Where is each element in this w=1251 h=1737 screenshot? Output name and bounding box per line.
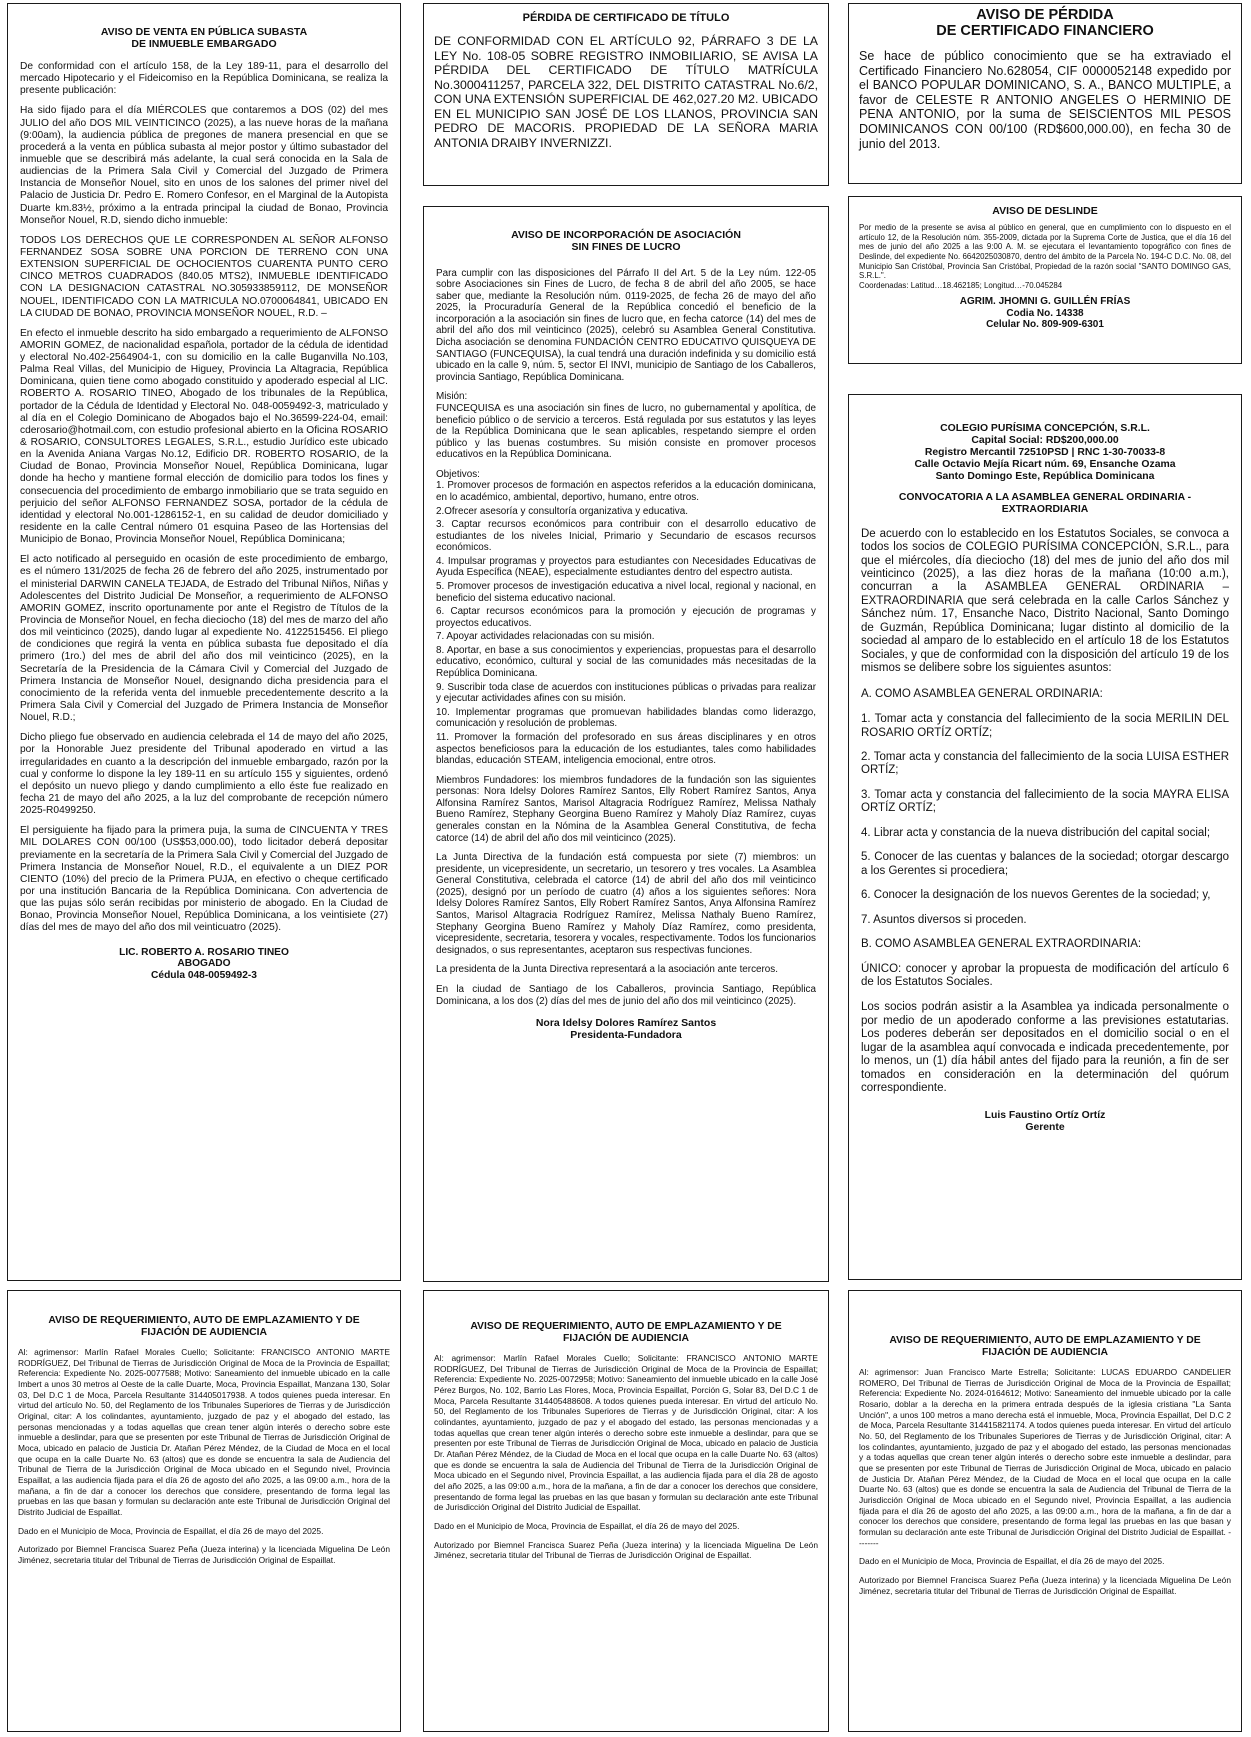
- notice-date: Dado en el Municipio de Moca, Provincia de Espaillat, el día 26 de mayo del 2025.: [859, 1556, 1165, 1567]
- objectives-label: Objetivos:: [436, 468, 480, 480]
- notice-paragraph: El persiguiente ha fijado para la primera puja, la suma de CINCUENTA Y TRES MIL DOLARES CON 00/100 (US$53,000.00), todo licitador deberá depositar previamente en la secretaría de la Primera Sala Civil y Comercial del Juzgado de Primera Instancia de Monseñor Nouel, R.D., el equivalente a un DIEZ POR CIENTO (10%) del precio de la Primera PUJA, en efectivo o cheque certificado por una institución Bancaria de la República Dominicana. Con advertencia de que las pujas sólo serán recibidas por ministerio de abogado. En la Ciudad de Bonao, Provincia Monseñor Nouel, República Dominicana, a los veintisiete (27) días del mes de mayo del año dos mil veinticuatro (2025).: [20, 825, 388, 934]
- notice-auction-sale: [7, 3, 401, 1281]
- notice-title: PÉRDIDA DE CERTIFICADO DE TÍTULO: [522, 12, 730, 24]
- notice-title: AVISO DE DESLINDE: [992, 205, 1098, 217]
- list-item: 4. Impulsar programas y proyectos para estudiantes con Necesidades Educativas de Ayuda Específica (NEAE), especialmente estudiantes dentro del espectro autista.: [436, 555, 816, 579]
- list-item: 6. Captar recursos económicos para la promoción y ejecución de programas y proyectos educativos.: [436, 606, 816, 629]
- notice-land-court-summons: [7, 1290, 401, 1732]
- list-item: 11. Promover la formación del profesorado en sus áreas disciplinares y en otros aspectos beneficiosos para la educación de los estudiantes, tales como habilidades blandas, educación STEAM, inteligencia emocional, entre otros.: [436, 731, 816, 767]
- notice-land-court-summons: [423, 1290, 829, 1732]
- list-item: 1. Tomar acta y constancia del fallecimiento de la socia MERILIN DEL ROSARIO ORTÍZ ORTÍZ;: [861, 713, 1229, 739]
- objectives-list: [436, 480, 816, 766]
- notice-signature: LIC. ROBERTO A. ROSARIO TINEO ABOGADO Cédula 048-0059492-3: [119, 946, 289, 981]
- list-item: 10. Implementar programas que promuevan habilidades blandas como liderazgo, comunicación y resolución de problemas.: [436, 706, 816, 730]
- notice-nonprofit-incorporation: [423, 206, 829, 1282]
- list-item: 2.Ofrecer asesoría y consultoría organizativa y educativa.: [436, 505, 688, 517]
- notice-body: Se hace de público conocimiento que se ha extraviado el Certificado Financiero No.628054, CIF 0000052148 expedido por el BANCO POPULAR DOMINICANO, S. A., BANCO MULTIPLE, a favor de CELESTE R ANTONIO ANGELES O HERMINIO DE PENA ANTONIO, por la suma de SEISCIENTOS MIL PESOS DOMINICANOS CON 00/100 (RD$600,000.00), en fecha 30 de junio del 2013.: [859, 48, 1231, 151]
- notice-lost-title-certificate: [423, 3, 829, 186]
- notice-body: [18, 1347, 390, 1566]
- notice-paragraph: Los socios podrán asistir a la Asamblea ya indicada personalmente o por medio de un apoderado conforme a las previsiones estatutarias. Los poderes deberán ser depositados en el domicilio social o en el lugar de la asamblea aquí convocada e indicada precedentemente, por lo menos, un (1) día hábil antes del fijado para la reunión, a fin de ser tomados en consideración en la determinación del quórum correspondiente.: [861, 1001, 1229, 1095]
- notice-title: AVISO DE INCORPORACIÓN DE ASOCIACIÓN SIN FINES DE LUCRO: [511, 229, 741, 254]
- mission-text: FUNCEQUISA es una asociación sin fines de lucro, no gubernamental y apolítica, de beneficio público o de servicio a terceros. Está regulada por sus estatutos y las leyes de la República Dominicana que le sean aplicables, respetando siempre el orden público y las buenas costumbres. Su misión consiste en promover procesos educativos en la República Dominicana.: [436, 402, 816, 461]
- notice-paragraph: En la ciudad de Santiago de los Caballeros, provincia Santiago, República Dominicana, a los dos (2) días del mes de junio del año dos mil veinticinco (2025).: [436, 983, 816, 1007]
- section-heading: A. COMO ASAMBLEA GENERAL ORDINARIA:: [861, 687, 1103, 700]
- notice-paragraph: Miembros Fundadores: los miembros fundadores de la fundación son las siguientes personas: Nora Idelsy Dolores Ramírez Santos, Elly Robert Ramírez Santos, Anya Alfonsina Ramírez Santos, Marisol Altagracia Rodríguez Ramírez, Melissa Nathaly Bueno Ramírez, Stephany Georgina Bueno Ramírez y Maholy Díaz Ramírez, cuyas generales constan en la Nómina de la Asamblea General Constitutiva, de fecha catorce (14) de abril del año dos mil veinticinco (2025).: [436, 774, 816, 844]
- list-item: 2. Tomar acta y constancia del fallecimiento de la socia LUISA ESTHER ORTÍZ;: [861, 751, 1229, 777]
- notice-paragraph: En efecto el inmueble descrito ha sido embargado a requerimiento de ALFONSO AMORIN GOMEZ, de nacionalidad española, portador de la cédula de identidad y electoral No.402-2564904-1, con su domicilio en la calle Buganvilla No.103, Palma Real Villas, del Municipio de Higuey, Provincia La Altagracia, República Dominicana, quien tiene como abogado constituido y apoderado especial al LIC. ROBERTO A. ROSARIO TINEO, Abogado de los tribunales de la República, portador de la Cédula de Identidad y Electoral No. 048-0059492-3, matriculado y al día en el Colegio Dominicano de Abogados bajo el No.36599-224-04, email: cderosario@hotmail.com, con estudio profesional abierto en la Oficina ROSARIO & ROSARIO, CONSULTORES LEGALES, S.R.L., estudio Jurídico este ubicado en la Avenida Aniana Vargas No.12, Edificio DR. ROBERTO ROSARIO, de la Ciudad de Bonao, Provincia Monseñor Nouel, República Dominicana, lugar donde ha hecho y mantiene formal elección de domicilio para todos los fines y consecuencia del procedimiento de embargo inmobiliario que se trata seguido en perjuicio del señor ALFONSO FERNANDEZ SOSA, portador de la cédula de identidad y electoral No.001-1286152-1, en su calidad de deudor domiciliado y residente en la calle Central número 01 esquina Paseo de las Hortensias del Municipio de Bonao, Provincia Monseñor Nouel, República Dominicana;: [20, 327, 388, 546]
- list-item: 4. Librar acta y constancia de la nueva distribución del capital social;: [861, 826, 1211, 839]
- section-heading: B. COMO ASAMBLEA GENERAL EXTRAORDINARIA:: [861, 938, 1142, 951]
- notice-body: [434, 1353, 818, 1561]
- notice-body: [20, 61, 388, 935]
- notice-body: [436, 268, 816, 1008]
- notice-shareholders-meeting: [848, 394, 1242, 1280]
- notice-paragraph: De conformidad con el artículo 158, de la Ley 189-11, para el desarrollo del mercado Hipotecario y el Fideicomiso en la República Dominicana, se realiza la presente publicación:: [20, 60, 388, 97]
- notice-paragraph: La presidenta de la Junta Directiva representará a la asociación ante terceros.: [436, 964, 778, 976]
- notice-paragraph: La Junta Directiva de la fundación está compuesta por siete (7) miembros: un presidente, un vicepresidente, un secretario, un tesorero y tres vocales. La Asamblea General Constitutiva, celebrada el catorce (14) de abril del año dos mil veinticinco (2025), designó por un período de cuatro (4) años a los siguientes señores: Nora Idelsy Dolores Ramírez Santos, Elly Robert Ramírez Santos, Anya Alfonsina Ramírez Santos, Marisol Altagracia Rodríguez Ramírez, Melissa Nathaly Bueno Ramírez, Stephany Georgina Bueno Ramírez y Maholy Díaz Ramírez, como presidenta, vicepresidente, secretaria, tesorera y vocales, respectivamente. Todos los funcionarios designados, o sus representantes, aceptaron sus respectivas funciones.: [436, 852, 816, 956]
- notice-body: [861, 528, 1229, 1096]
- notice-signature: AGRIM. JHOMNI G. GUILLÉN FRÍAS Codia No. 14338 Celular No. 809-909-6301: [959, 296, 1131, 331]
- notice-paragraph: Al: agrimensor: Marlín Rafael Morales Cuello; Solicitante: FRANCISCO ANTONIO MARTE RODRÍGUEZ, Del Tribunal de Tierras de Jurisdicción Original de Moca de la Provincia de Espaillat; Referencia: Expediente No. 2025-0072958; Motivo: Saneamiento del inmueble ubicado en la calle José Pérez Burgos, No. 102, Barrio Las Flores, Moca, Provincia Espaillat, Porción G, Solar 83, Del D.C 1 de Moca, Parcela Resultante 314405488608. A todos quienes pueda interesar. En virtud del artículo No. 50, del Reglamento de los Tribunales Superiores de Tierras y de Jurisdicción Original, citar: A los colindantes, ayuntamiento, juzgado de paz y el abogado del estado, las personas mencionadas y a todas aquellas que crean tener algún interés o derecho sobre este inmueble a deslindar, para que se presenten por este Tribunal de Tierras de Jurisdicción Original de Moca, ubicado en palacio de Justicia Dr. Atañan Pérez Méndez, de la Ciudad de Moca en el local que ocupa en la calle Duarte No. 63 (altos) que es donde se encuentra la sala de Audiencia del Tribunal de Tierra de la Jurisdicción Original de Moca ubicado en el Segundo nivel, Provincia Espaillat, a las audiencia fijada para el día 28 de agosto del año 2025, a las 09:00 a.m., hora de la mañana, a fin de dar a conocer los derechos que considere, presentando de forma legal las pruebas en las que basan y formulan su declaración ante este Tribunal de Jurisdicción Original del Distrito Judicial de Espaillat.: [434, 1352, 818, 1513]
- notice-authorization: Autorizado por Biemnel Francisca Suarez Peña (Jueza interina) y la licenciada Miguelina De León Jiménez, secretaria titular del Tribunal de Tierras de Jurisdicción Original de Espaillat.: [434, 1539, 818, 1561]
- notice-paragraph: ÚNICO: conocer y aprobar la propuesta de modificación del artículo 6 de los Estatutos Sociales.: [861, 962, 1229, 988]
- notice-title: AVISO DE REQUERIMIENTO, AUTO DE EMPLAZAMIENTO Y DE FIJACIÓN DE AUDIENCIA: [470, 1321, 782, 1344]
- notice-signature: Luis Faustino Ortíz Ortíz Gerente: [984, 1109, 1106, 1133]
- notice-body: [859, 1367, 1231, 1596]
- notice-land-court-summons: [848, 1290, 1242, 1732]
- notice-title: AVISO DE PÉRDIDA DE CERTIFICADO FINANCIERO: [936, 7, 1154, 39]
- list-item: 3. Captar recursos económicos para contribuir con el desarrollo educativo de estudiantes de los niveles Inicial, Primario y Secundario de escasos recursos económicos.: [436, 519, 816, 554]
- notice-date: Dado en el Municipio de Moca, Provincia de Espaillat, el día 26 de mayo del 2025.: [18, 1525, 324, 1536]
- notice-title: AVISO DE REQUERIMIENTO, AUTO DE EMPLAZAMIENTO Y DE FIJACIÓN DE AUDIENCIA: [48, 1315, 360, 1338]
- notice-boundary-survey: [848, 196, 1242, 364]
- list-item: 7. Apoyar actividades relacionadas con su misión.: [436, 631, 655, 643]
- list-item: 5. Promover procesos de investigación educativa a nivel local, regional y nacional, en beneficio del sistema educativo nacional.: [436, 581, 816, 604]
- company-header: COLEGIO PURÍSIMA CONCEPCIÓN, S.R.L. Capital Social: RD$200,000.00 Registro Mercantil 72510PSD | RNC 1-30-70033-8 Calle Octavio Mejía Ricart núm. 69, Ensanche Ozama Santo Domingo Este, República Dominicana: [914, 423, 1176, 482]
- list-item: 6. Conocer la designación de los nuevos Gerentes de la sociedad; y,: [861, 889, 1211, 902]
- notice-title: CONVOCATORIA A LA ASAMBLEA GENERAL ORDINARIA - EXTRAORDIARIA: [898, 491, 1192, 515]
- notice-paragraph: Ha sido fijado para el día MIÉRCOLES que contaremos a DOS (02) del mes JULIO del año DOS MIL VEINTICINCO (2025), a las nueve horas de la mañana (9:00am), la audiencia pública de pregones de manera presencial en que se procederá a la venta en pública subasta al mejor postor y último subastador del inmueble que se describirá más adelante, la cual será conocida en la Sala de audiencias de la Primera Sala Civil y Comercial del Juzgado de Primera Instancia de Monseñor Nouel, sito en unos de los salones del primer nivel del Palacio de Justicia Dr. Pedro E. Romero Confesor, en el Marginal de la Autopista Duarte km.83½, próximo a la entrada principal la ciudad de Bonao, Provincia Monseñor Nouel, R.D, siendo dicho inmueble:: [20, 105, 388, 226]
- list-item: 5. Conocer de las cuentas y balances de la sociedad; otorgar descargo a los Gerentes si procediera;: [861, 851, 1229, 877]
- notice-signature: Nora Idelsy Dolores Ramírez Santos Presidenta-Fundadora: [535, 1017, 717, 1042]
- list-item: 8. Aportar, en base a sus conocimientos y experiencias, propuestas para el desarrollo educativo, económico, cultural y social de las comunidades más necesitadas de la República Dominicana.: [436, 644, 816, 680]
- mission-label: Misión:: [436, 391, 468, 403]
- list-item: 7. Asuntos diversos si proceden.: [861, 913, 1027, 926]
- notice-paragraph: TODOS LOS DERECHOS QUE LE CORRESPONDEN AL SEÑOR ALFONSO FERNANDEZ SOSA SOBRE UNA PORCION DE TERRENO CON UNA EXTENSION SUPERFICIAL DE OCHOCIENTOS CUARENTA PUNTO CERO CINCO METROS CUADRADOS (840.05 MTS2), INMUEBLE IDENTIFICADO CON LA DESIGNACION CATASTRAL NO.305933859112, DE MONSEÑOR NOUEL, IDENTIFICADO CON LA MATRICULA NO.0700064841, UBICADO EN LA CIUDAD DE BONAO, PROVINCIA MONSEÑOR NOUEL, R.D. –: [20, 234, 388, 319]
- notice-paragraph: Al: agrimensor: Marlín Rafael Morales Cuello; Solicitante: FRANCISCO ANTONIO MARTE RODRÍGUEZ, Del Tribunal de Tierras de Jurisdicción Original de Moca de la Provincia de Espaillat; Referencia: Expediente No. 2025-0077588; Motivo: Saneamiento del inmueble ubicado en la calle Imbert a unos 30 metros al Oeste de la calle Duarte, Moca, Provincia Espaillat, Manzana 130, Solar 03, Del D.C 1 de Moca, Parcela Resultante 314405017938. A todos quienes pueda interesar. En virtud del artículo No. 50, del Reglamento de los Tribunales Superiores de Tierras y de Jurisdicción Original, citar: A los colindantes, ayuntamiento, juzgado de paz y el abogado del estado, las personas mencionadas y a todas aquellas que crean tener algún interés o derecho sobre este inmueble a deslindar, para que se presenten por este Tribunal de Tierras de Jurisdicción Original de Moca, ubicado en palacio de Justicia Dr. Atañan Pérez Méndez, de la Ciudad de Moca en el local que ocupa en la calle Duarte No. 63 (altos) que es donde se encuentra la sala de Audiencia del Tribunal de Tierra de la Jurisdicción Original de Moca ubicado en el Segundo nivel, Provincia Espaillat, a las audiencia fijada para el día 26 de agosto del año 2025, a las 09:00 a.m., hora de la mañana, a fin de dar a conocer los derechos que considere, presentando de forma legal las pruebas en las que basan y formulan su declaración ante este Tribunal de Jurisdicción Original del Distrito Judicial de Espaillat.: [18, 1346, 390, 1517]
- notice-paragraph: Para cumplir con las disposiciones del Párrafo II del Art. 5 de la Ley núm. 122-05 sobre Asociaciones sin Fines de Lucro, de fecha 8 de abril del año 2005, se hace saber que, mediante la Resolución núm. 0119-2025, de fecha 26 de mayo del año 2025, la Procuraduría General de la República concedió el beneficio de la incorporación a la asociación sin fines de lucro que, en fecha catorce (14) del mes de abril del año dos mil veinticinco (2025), celebró su Asamblea General Constitutiva. Dicha asociación se denomina FUNDACIÓN CENTRO EDUCATIVO QUISQUEYA DE SANTIAGO (FUNCEQUISA), la cual tendrá una duración indefinida y su domicilio está ubicado en la calle 9, núm. 5, sector El INVI, municipio de Santiago de los Caballeros, provincia Santiago, República Dominicana.: [436, 267, 816, 383]
- notice-paragraph: Al: agrimensor: Juan Francisco Marte Estrella; Solicitante: LUCAS EDUARDO CANDELIER ROMERO, Del Tribunal de Tierras de Jurisdicción Original de Moca de la Provincia de Espaillat; Referencia: Expediente No. 2024-0164612; Motivo: Saneamiento del inmueble ubicado por la calle Rosario, doblar a la derecha en la primera entrada después de la iglesia cristiana "La Santa Unción", a unos 100 metros a mano derecha está el inmueble, Moca, Provincia Espaillat, Del D.C 2 de Moca, Parcela Resultante 314415821174. A todos quienes pueda interesar. En virtud del artículo No. 50, del Reglamento de los Tribunales Superiores de Tierras y de Jurisdicción Original, citar: A los colindantes, ayuntamiento, juzgado de paz y el abogado del estado, las personas mencionadas y a todas aquellas que crean tener algún interés o derecho sobre este inmueble a deslindar, para que se presenten por este Tribunal de Tierras de Jurisdicción Original de Moca, ubicado en palacio de Justicia Dr. Atañan Pérez Méndez, de la Ciudad de Moca en el local que ocupa en la calle Duarte No. 63 (altos) que es donde se encuentra la sala de Audiencia del Tribunal de Tierra de la Jurisdicción Original de Moca ubicado en el Segundo nivel, Provincia Espaillat, a las audiencia fijada para el día 26 de agosto del año 2025, a las 09:00 a.m., hora de la mañana, a fin de dar a conocer los derechos que considere, presentando de forma legal las pruebas en las que basan y formulan su declaración ante este Tribunal de Jurisdicción Original del Distrito Judicial de Espaillat. --------: [859, 1366, 1231, 1548]
- notice-body: Por medio de la presente se avisa al público en general, que en cumplimiento con lo dispuesto en el artículo 12, de la Resolución núm. 355-2009, dictada por la Suprema Corte de Justica, que el día 16 del mes de junio del año 2025 a las 9:00 A. M. se ejecutara el levantamiento topográfico con fines de Deslinde, del expediente No. 6642025030870, dentro del ámbito de la Parcela No. 194-C D.C. No. 08, del Municipio San Cristóbal, Provincia San Cristóbal, Propiedad de la razón social "SANTO DOMINGO GAS, S.R.L.".: [859, 223, 1231, 281]
- notice-paragraph: El acto notificado al perseguido en ocasión de este procedimiento de embargo, es el número 131/2025 de fecha 26 de febrero del año 2025, instrumentado por el ministerial DARWIN CANELA TEJADA, de Estrado del Tribunal Niños, Niñas y Adolescentes del Distrito Judicial De Monseñor, a requerimiento de ALFONSO AMORIN GOMEZ, inscrito oportunamente por ante el Registro de Títulos de la Provincia de Monseñor Nouel, en fecha dieciocho (18) del mes de marzo del año dos mil veinticinco (2025), dando lugar al expediente No. 4122515456. El pliego de condiciones que regirá la venta en pública subasta fue depositado el día primero (1ro.) del mes de abril del año dos mil veinticinco (2025), en la Secretaría de la Presidencia de la Cámara Civil y Comercial del Juzgado de Primera Instancia de Monseñor Nouel, designando dicha presidencia para el conocimiento de la referida venta del inmueble precedentemente descrito a la Primera Sala Civil y Comercial del Juzgado de Primera Instancia de Monseñor Nouel, R.D.;: [20, 554, 388, 724]
- notice-lost-financial-certificate: [848, 3, 1242, 184]
- list-item: 3. Tomar acta y constancia del fallecimiento de la socia MAYRA ELISA ORTÍZ ORTÍZ;: [861, 788, 1229, 815]
- notice-title: AVISO DE REQUERIMIENTO, AUTO DE EMPLAZAMIENTO Y DE FIJACIÓN DE AUDIENCIA: [889, 1335, 1201, 1358]
- notice-title: AVISO DE VENTA EN PÚBLICA SUBASTA DE INMUEBLE EMBARGADO: [100, 26, 308, 51]
- notice-coordinates: Coordenadas: Latitud…18.462185; Longitud…-70.045284: [859, 280, 1063, 290]
- notice-authorization: Autorizado por Biemnel Francisca Suarez Peña (Jueza interina) y la licenciada Miguelina De León Jiménez, secretaria titular del Tribunal de Tierras de Jurisdicción Original de Espaillat.: [859, 1575, 1231, 1596]
- notice-authorization: Autorizado por Biemnel Francisca Suarez Peña (Jueza interina) y la licenciada Miguelina De León Jiménez, secretaria titular del Tribunal de Tierras de Jurisdicción Original de Espaillat.: [18, 1544, 390, 1565]
- notice-paragraph: Dicho pliego fue observado en audiencia celebrada el 14 de mayo del año 2025, por la Honorable Juez presidente del Tribunal apoderado en virtud a las irregularidades en cuanto a la descripción del inmueble embargado, razón por la cual y conforme lo dispone la ley 189-11 en su artículo 155 y siguientes, ordenó el depósito un nuevo pliego y dando cumplimiento a ello éste fue realizado en fecha 21 de mayo del año 2025, a la luz del comprobante de recepción número 2025-R0499250.: [20, 732, 388, 817]
- notice-paragraph: De acuerdo con lo establecido en los Estatutos Sociales, se convoca a todos los socios de COLEGIO PURÍSIMA CONCEPCIÓN, S.R.L., para que el miércoles, día dieciocho (18) del mes de junio del año dos mil veinticinco (2025), a las diez horas de la mañana (10:00 a.m.), concurran a la ASAMBLEA GENERAL ORDINARIA – EXTRAORDINARIA que será celebrada en la calle Carlos Sánchez y Sánchez núm. 17, Ensanche Naco, Distrito Nacional, Santo Domingo de Guzmán, República Dominicana; lugar distinto al domicilio de la sociedad al amparo de lo establecido en el artículo 18 de los Estatutos Sociales, y que de conformidad con la disposición del artículo 19 de los mismos se delibere sobre los siguientes asuntos:: [861, 527, 1229, 675]
- notice-date: Dado en el Municipio de Moca, Provincia de Espaillat, el día 26 de mayo del 2025.: [434, 1520, 740, 1531]
- list-item: 9. Suscribir toda clase de acuerdos con instituciones públicas o privadas para realizar y ejecutar actividades afines con su misión.: [436, 681, 816, 705]
- notice-body: DE CONFORMIDAD CON EL ARTÍCULO 92, PÁRRAFO 3 DE LA LEY No. 108-05 SOBRE REGISTRO INMOBILIARIO, SE AVISA LA PÉRDIDA DEL CERTIFICADO DE TÍTULO MATRÍCULA No.3000411257, PARCELA 322, DEL DISTRITO CATASTRAL No.6/2, CON UNA EXTENSIÓN SUPERFICIAL DE 462,027.20 M2. UBICADO EN EL MUNICIPIO SAN JOSÉ DE LOS LLANOS, PROVINCIA SAN PEDRO DE MACORIS. PROPIEDAD DE LA SEÑORA MARIA ANTONIA DRAIBY INVERNIZZI.: [434, 34, 818, 150]
- list-item: 1. Promover procesos de formación en aspectos referidos a la educación dominicana, en lo académico, ambiental, deportivo, humano, entre otros.: [436, 480, 816, 503]
